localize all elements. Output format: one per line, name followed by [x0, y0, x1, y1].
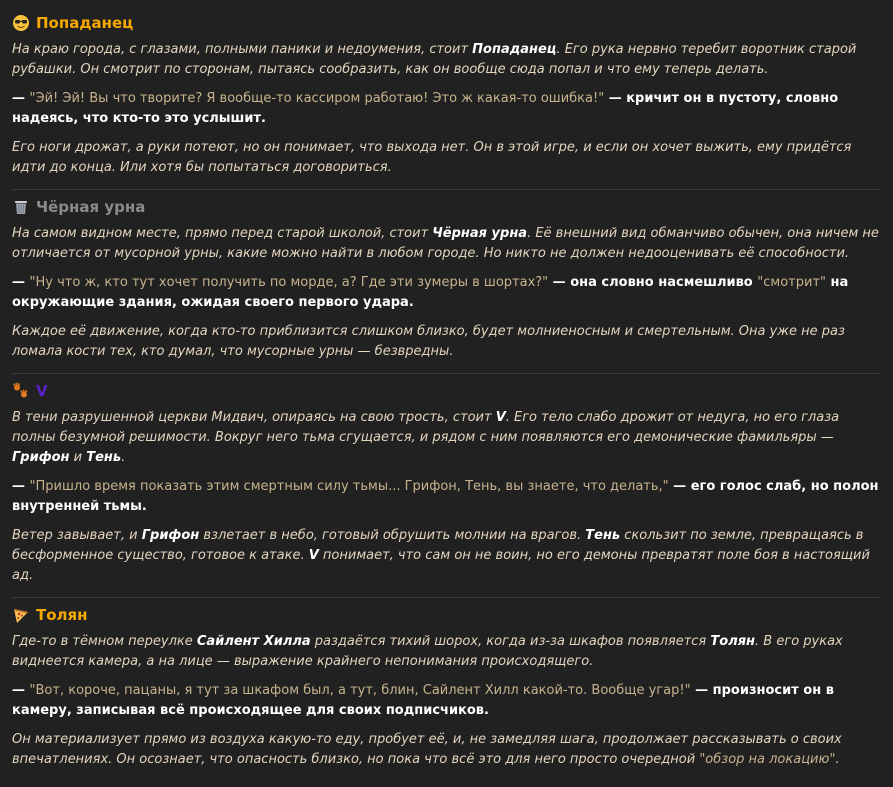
- paw-prints-emoji-icon: [12, 382, 30, 400]
- dialogue-quote: "Эй! Эй! Вы что творите? Я вообще-то кассиром работаю! Это ж какая-то ошибка!": [29, 91, 605, 106]
- dialogue-quote: "Ну что ж, кто тут хочет получить по морде, а? Где эти зумеры в шортах?": [29, 275, 549, 290]
- entry-title: Попаданец: [36, 14, 134, 32]
- wastebasket-emoji-icon: [12, 198, 30, 216]
- dialogue-paragraph: — "Ну что ж, кто тут хочет получить по морде, а? Где эти зумеры в шортах?" — она словно насмешливо "смотрит" на окружающие здания, ожидая своего первого удара.: [12, 275, 849, 310]
- entry-header: [12, 10, 881, 36]
- entry-title: V: [36, 382, 48, 400]
- narration-paragraph: На самом видном месте, прямо перед старой школой, стоит Чёрная урна. Её внешний вид обманчиво обычен, она ничем не отличается от мусорной урны, какие можно найти в любом городе. Но никто не должен недооценивать её способности.: [12, 226, 879, 261]
- dialogue-quote: "Пришло время показать этим смертным силу тьмы... Грифон, Тень, вы знаете, что делать,": [29, 479, 669, 494]
- character-entry-popadanets: [12, 10, 881, 190]
- narration-paragraph: В тени разрушенной церкви Мидвич, опираясь на свою трость, стоит V. Его тело слабо дрожит от недуга, но его глаза полны безумной решимости. Вокруг него тьма сгущается, и рядом с ним появляются его демонические фамильяры — Грифон и Тень.: [12, 410, 840, 465]
- entry-header: [12, 378, 881, 404]
- dialogue-paragraph: — "Пришло время показать этим смертным силу тьмы... Грифон, Тень, вы знаете, что делать," — его голос слаб, но полон внутренней тьмы.: [12, 479, 879, 514]
- inline-quote: "обзор на локацию": [699, 752, 836, 767]
- narration-paragraph: Где-то в тёмном переулке Сайлент Хилла раздаётся тихий шорох, когда из-за шкафов появляется Толян. В его руках виднеется камера, а на лице — выражение крайнего непонимания происходящего.: [12, 634, 843, 669]
- dialogue-paragraph: — "Эй! Эй! Вы что творите? Я вообще-то кассиром работаю! Это ж какая-то ошибка!" — кричит он в пустоту, словно надеясь, что кто-то это услышит.: [12, 91, 839, 126]
- entry-title: Чёрная урна: [36, 198, 146, 216]
- entry-header: [12, 602, 881, 628]
- narration-paragraph: Каждое её движение, когда кто-то приблизится слишком близко, будет молниеносным и смертельным. Она уже не раз ломала кости тех, кто думал, что мусорные урны — безвредны.: [12, 324, 845, 359]
- narration-paragraph: Его ноги дрожат, а руки потеют, но он понимает, что выхода нет. Он в этой игре, и если он хочет выжить, ему придётся идти до конца. Или хотя бы попытаться договориться.: [12, 140, 852, 175]
- entry-title: Толян: [36, 606, 88, 624]
- entry-header: [12, 194, 881, 220]
- sunglasses-emoji-icon: [12, 14, 30, 32]
- dialogue-paragraph: — "Вот, короче, пацаны, я тут за шкафом был, а тут, блин, Сайлент Хилл какой-то. Вообще угар!" — произносит он в камеру, записывая всё происходящее для своих подписчиков.: [12, 683, 834, 718]
- pizza-emoji-icon: [12, 606, 30, 624]
- narration-paragraph: Ветер завывает, и Грифон взлетает в небо, готовый обрушить молнии на врагов. Тень скользит по земле, превращаясь в бесформенное существо, готовое к атаке. V понимает, что сам он не воин, но его демоны превратят поле боя в настоящий ад.: [12, 528, 870, 583]
- dialogue-quote: "смотрит": [757, 275, 826, 290]
- character-entry-black-urn: [12, 194, 881, 374]
- character-entry-tolyan: [12, 602, 881, 781]
- narration-paragraph: На краю города, с глазами, полными паники и недоумения, стоит Попаданец. Его рука нервно теребит воротник старой рубашки. Он смотрит по сторонам, пытаясь сообразить, как он вообще сюда попал и что ему теперь делать.: [12, 42, 857, 77]
- dialogue-quote: "Вот, короче, пацаны, я тут за шкафом был, а тут, блин, Сайлент Хилл какой-то. Вообще угар!": [29, 683, 691, 698]
- narration-paragraph: Он материализует прямо из воздуха какую-то еду, пробует её, и, не замедляя шага, продолжает рассказывать о своих впечатлениях. Он осознает, что опасность близко, но пока что всё это для него просто очередной "обзор на локацию".: [12, 732, 842, 767]
- character-entry-v: [12, 378, 881, 598]
